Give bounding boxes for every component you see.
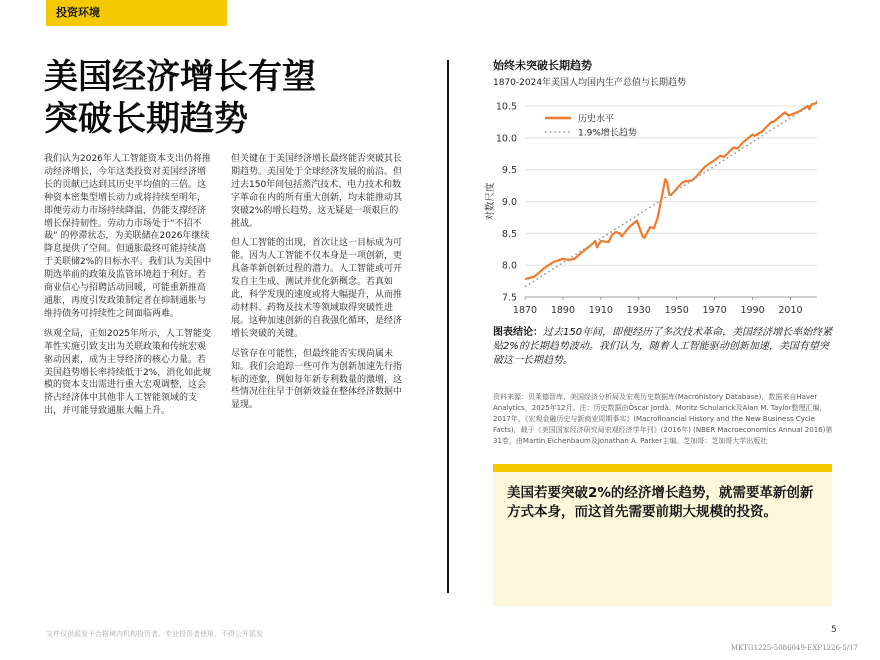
series-line-historical (525, 103, 817, 279)
title-line-2: 突破长期趋势 (44, 99, 248, 139)
page-title (44, 56, 424, 140)
y-tick-label: 10.5 (495, 101, 517, 113)
x-tick-label: 1910 (588, 305, 613, 316)
y-tick-label: 7.5 (501, 292, 517, 304)
footer-disclaimer: 文件仅供派发予合格境内机构投资者、专业投资者使用，不得公开派发 (46, 630, 263, 638)
paragraph: 但关键在于美国经济增长最终能否突破其长期趋势。美国处于全球经济发展的前沿。但过去150年间包括蒸汽技术、电力技术和数字革命在内的所有重大创新，均未能推动其突破2%的增长趋势。这无疑是一项艰巨的挑战。 (231, 154, 403, 229)
y-tick-label: 8.5 (501, 228, 517, 240)
x-tick-label: 1890 (550, 305, 576, 316)
document-code: MKTG1225-5086049-EXP1226-5/17 (730, 644, 858, 652)
y-tick-label: 9.0 (501, 197, 517, 208)
y-tick-label: 8.0 (501, 260, 517, 272)
y-axis-label: 对数尺度 (485, 182, 496, 221)
paragraph: 但人工智能的出现，首次让这一目标成为可能。因为人工智能不仅本身是一项创新，更具备革新创新过程的潜力。人工智能或可开发自主生成、测试并优化新概念。若真如此，科学发现的速度或将大幅提升，从而推动材料、药物及技术等领域取得突破性进展。这种加速创新的自我强化循环，是经济增长突破的关键。 (231, 238, 403, 339)
paragraph: 尽管存在可能性，但最终能否实现尚属未知。我们会追踪一些可作为创新加速先行指标的迹象，例如每年新专利数量的激增，这些情况往往早于创新效益在整体经济数据中显现。 (231, 348, 403, 411)
paragraph: 我们认为2026年人工智能资本支出仍将推动经济增长，今年这类投资对美国经济增长的贡献已达到其历史平均值的三倍。这种资本密集型增长动力或将持续至明年，即便劳动力市场持续降温，仍能支撑经济增长保持韧性。劳动力市场处于“不招不裁” 的停滞状态，为美联储在2026年继续降息提供了空间。但通胀最终可能持续高于美联储2%的目标水平。我们认为美国中期选举前的政策及监管环境趋于利好。若商业信心与招聘活动回暖，可能重新推高通胀，再度引发政策制定者在抑制通胀与维持债务可持续性之间面临两难。 (44, 154, 212, 319)
x-tick-label: 1930 (626, 305, 651, 316)
paragraph: 纵观全局，正如2025年所示，人工智能变革性实施引致支出为关联政策和传统宏观驱动因素，成为主导经济的核心力量。若美国趋势增长率持续低于2%，消化如此规模的资本支出需进行重大宏观调整，这会挤占经济体中其他非人工智能领域的支出，并可能导致通胀大幅上升。 (44, 328, 212, 417)
section-tag: 投资环境 (46, 0, 227, 26)
y-tick-label: 10.0 (495, 133, 517, 145)
source-note: 资料来源：贝莱德智库、美国经济分析局及宏观历史数据库(Macrohistory Database)，数据来自Haver Analytics，2025年12月。注：历史数据由Òscar Jordà、Moritz Schularick及Alan M. Taylor整理汇编，2017年。《宏观金融历史与新商业周期事实》(Macrofinancial History and the New Business Cycle Facts)，载于《美国国家经济研究局宏观经济学年刊》(2016年) (NBER Macroeconomics Annual 2016)第31卷，由Martin Eichenbaum及Jonathan A. Parker主编。芝加哥：芝加哥大学出版社 (493, 393, 833, 445)
x-tick-label: 1990 (740, 305, 765, 316)
vertical-divider (447, 60, 449, 593)
y-tick-label: 9.5 (501, 165, 517, 177)
body-column-left (44, 153, 214, 425)
legend-label: 历史水平 (578, 114, 615, 125)
chart-caption (493, 326, 833, 368)
callout-box: 美国若要突破2%的经济增长趋势，就需要革新创新方式本身，而这首先需要前期大规模的投资。 (493, 472, 832, 606)
legend-label: 1.9%增长趋势 (578, 128, 637, 139)
title-line-1: 美国经济增长有望 (44, 57, 316, 97)
caption-lead: 图表结论： (493, 327, 543, 338)
x-tick-label: 1950 (664, 305, 689, 316)
x-tick-label: 1970 (702, 305, 727, 316)
caption-text: 过去150年间，即便经历了多次技术革命，美国经济增长率始终紧贴2%的长期趋势波动。我们认为，随着人工智能驱动创新加速，美国有望突破这一长期趋势。 (493, 327, 833, 366)
gdp-trend-chart (481, 92, 821, 320)
callout-accent-bar (493, 464, 832, 472)
chart-subtitle: 1870-2024年美国人均国内生产总值与长期趋势 (493, 78, 687, 88)
body-column-middle (231, 153, 404, 419)
x-tick-label: 1870 (512, 305, 538, 316)
x-tick-label: 2010 (778, 305, 803, 316)
chart-title: 始终未突破长期趋势 (493, 59, 592, 72)
page-number: 5 (831, 625, 837, 635)
